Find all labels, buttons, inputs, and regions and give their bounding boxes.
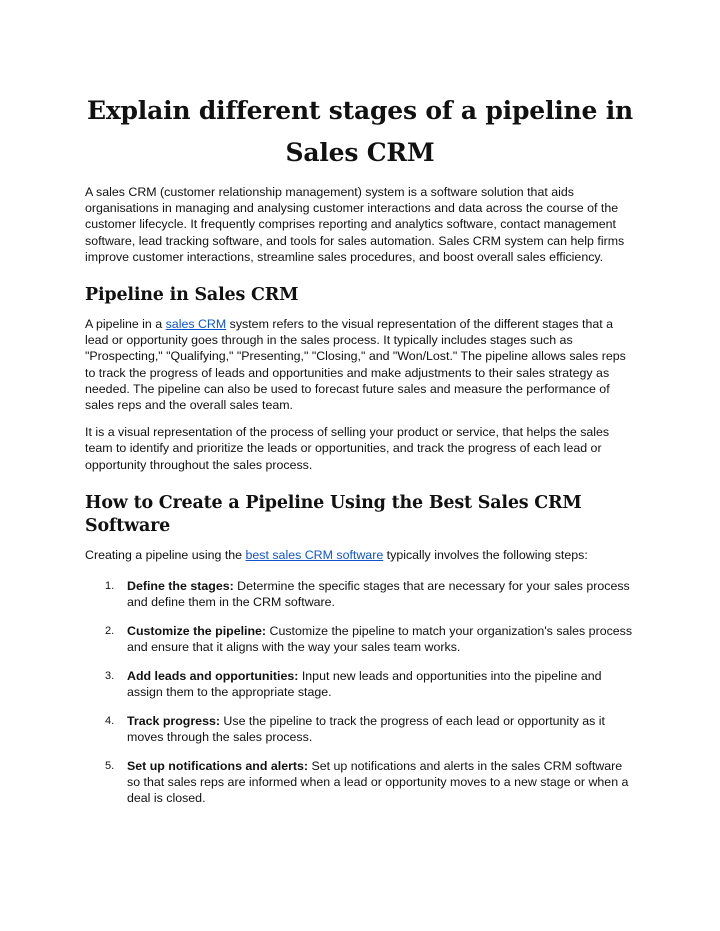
- list-item-term: Set up notifications and alerts:: [127, 758, 309, 773]
- section-heading-how-to-create: How to Create a Pipeline Using the Best Sales CRM Software: [85, 492, 582, 536]
- page-title: Explain different stages of a pipeline in Sales CRM: [86, 96, 634, 167]
- how-to-intro-paragraph: [85, 547, 635, 563]
- list-item-text: Input new leads and opportunities into the pipeline and assign them to the appropriate stage.: [127, 668, 602, 700]
- pipeline-paragraph-1-rest: system refers to the visual representation of the different stages that a lead or opportunity goes through in the sales process. It typically includes stages such as "Prospecting," "Qualifying," "Presenting," "Closing," and "Won/Lost." The pipeline allows sales reps to track the progress of leads and opportunities and make adjustments to their sales strategy as needed. The pipeline can also be used to forecast future sales and measure the performance of sales reps and the overall sales team.: [85, 317, 626, 413]
- list-item-number: 4.: [105, 714, 115, 727]
- list-item: [85, 668, 635, 700]
- list-item-number: 5.: [105, 759, 115, 772]
- list-item-text: Set up notifications and alerts in the sales CRM software so that sales reps are informed when a lead or opportunity moves to a new stage or when a deal is closed.: [127, 758, 629, 806]
- list-item: [85, 623, 635, 655]
- list-item-term: Customize the pipeline:: [127, 623, 267, 638]
- list-item-number: 1.: [105, 580, 115, 593]
- pipeline-paragraph-1: [85, 316, 635, 413]
- how-to-intro-rest: typically involves the following steps:: [383, 547, 588, 562]
- list-item-text: Determine the specific stages that are necessary for your sales process and define them in the CRM software.: [127, 579, 630, 610]
- section-heading-pipeline: Pipeline in Sales CRM: [85, 285, 299, 306]
- steps-list: [85, 578, 635, 806]
- pipeline-paragraph-2: It is a visual representation of the process of selling your product or service, that helps the sales team to identify and prioritize the leads or opportunities, and track the progress of each lead or opportunity throughout the sales process.: [85, 425, 610, 472]
- list-item-term: Add leads and opportunities:: [127, 668, 299, 683]
- document-content: [85, 90, 635, 819]
- intro-paragraph: A sales CRM (customer relationship management) system is a software solution that aids organisations in managing and analysing customer interactions and data across the course of the customer lifecycle. It frequently comprises reporting and analytics software, contact management software, lead tracking software, and tools for sales automation. Sales CRM system can help firms improve customer interactions, streamline sales procedures, and boost overall sales efficiency.: [85, 185, 625, 264]
- list-item: [85, 758, 635, 807]
- list-item: [85, 578, 635, 610]
- list-item-number: 2.: [105, 624, 115, 637]
- list-item: [85, 713, 635, 745]
- list-item-term: Track progress:: [127, 713, 220, 728]
- list-item-text: Use the pipeline to track the progress of each lead or opportunity as it moves through the sales process.: [127, 713, 606, 744]
- pipeline-paragraph-1-start: A pipeline in a: [85, 317, 166, 332]
- how-to-intro-start: Creating a pipeline using the: [85, 547, 246, 562]
- list-item-term: Define the stages:: [127, 579, 234, 594]
- list-item-number: 3.: [105, 669, 115, 682]
- best-sales-crm-software-link[interactable]: best sales CRM software: [245, 547, 384, 562]
- sales-crm-link[interactable]: sales CRM: [165, 317, 227, 332]
- list-item-text: Customize the pipeline to match your organization's sales process and ensure that it aligns with the way your sales team works.: [127, 623, 633, 655]
